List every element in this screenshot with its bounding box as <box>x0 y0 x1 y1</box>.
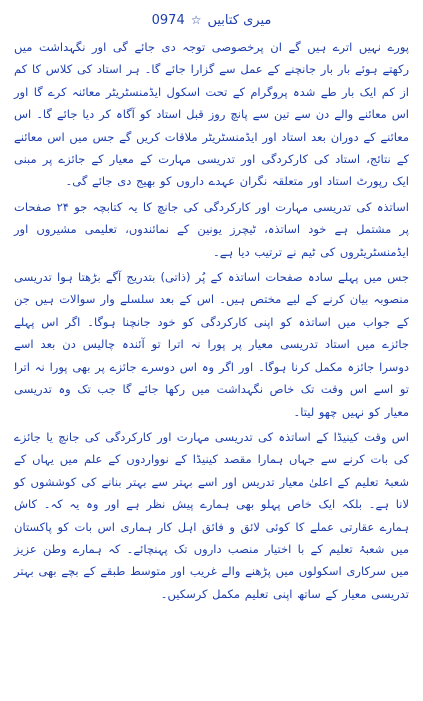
paragraph-2: اساتذہ کی تدریسی مہارت اور کارکردگی کی جانچ کا یہ کتابچہ جو ۲۴ صفحات پر مشتمل ہے خود اساتذہ، ٹیچرز یونین کے نمائندوں، تعلیمی مشیروں اور ایڈمنسٹریٹروں کی ٹیم نے ترتیب دیا ہے۔ <box>14 199 410 259</box>
star-icon: ☆ <box>190 13 202 27</box>
page-number: 0974 <box>151 12 185 28</box>
paragraph-4: اس وقت کینیڈا کے اساتذہ کی تدریسی مہارت اور کارکردگی کی جانچ یا جائزے کی بات کرنے سے جہاں ہمارا مقصد کینیڈا کے نوواردوں کے علم میں یہاں کے شعبۂ تعلیم کے اعلیٰ معیار تدریس اور اسے بہتر سے بہتر بنانے کی کوششوں کو لانا ہے۔ بلکہ ایک خاص پہلو بھی ہمارے پیش نظر ہے اور وہ یہ کہ۔ کاش ہمارے عقارتی عملے کا کوئی لائق و فائق اہل کار ہماری اس بات کو پاکستان میں شعبۂ تعلیم کے با اختیار منصب داروں تک پہنچائے۔ کہ ہمارے وطن عزیز میں سرکاری اسکولوں میں پڑھنے والے غریب اور متوسط طبقے کے بچے بھی بہتر تدریسی معیار کے ساتھ اپنی تعلیم مکمل کرسکیں۔ <box>14 429 409 601</box>
paragraph-3: جس میں پہلے سادہ صفحات اساتذہ کے پُر (ذاتی) بتدریج آگے بڑھتا ہوا تدریسی منصوبہ بیان کرنے کے لیے مختص ہیں۔ اس کے بعد سلسلے وار سوالات ہیں جن کے جواب میں اساتذہ کو اپنی کارکردگی کو خود جانچنا ہوگا۔ اگر اس پہلے جائزے میں استاد تدریسی معیار پر پورا نہ اترا تو آئندہ چالیس دن بعد اسے دوسرا جائزہ مکمل کرنا ہوگا۔ اور اگر وہ اس دوسرے جائزے پر بھی پورا نہ اترا تو اسے اس وقت تک خاص نگہداشت میں رکھا جائے گا جب تک وہ تدریسی معیار کو نہیں چھو لیتا۔ <box>14 270 409 419</box>
page-header <box>14 10 409 30</box>
paragraph-1: پورے نہیں اترے ہیں گے ان پرخصوصی توجہ دی جائے گی اور نگہداشت میں رکھتے ہوئے بار بار جانچنے کے عمل سے گزارا جائے گا۔ ہر استاد کی کلاس کا کم از کم ایک بار طے شدہ پروگرام کے تحت اسکول ایڈمنسٹریٹر معائنہ کرے گا اور اس معائنے والے دن سے تین سے پانچ روز قبل استاد کو آگاہ کر دیا جائے گا۔ اس معائنے کے دوران بعد استاد اور ایڈمنسٹریٹر ملاقات کریں گے جس میں اس معائنے کے نتائج، استاد کی کارکردگی اور تدریسی مہارت کے معیار کے جائزے پر مبنی ایک رپورٹ استاد اور متعلقہ نگران عہدے داروں کو بھیج دی جائے گی۔ <box>14 40 409 189</box>
book-title: میری کتابیں <box>207 12 272 28</box>
